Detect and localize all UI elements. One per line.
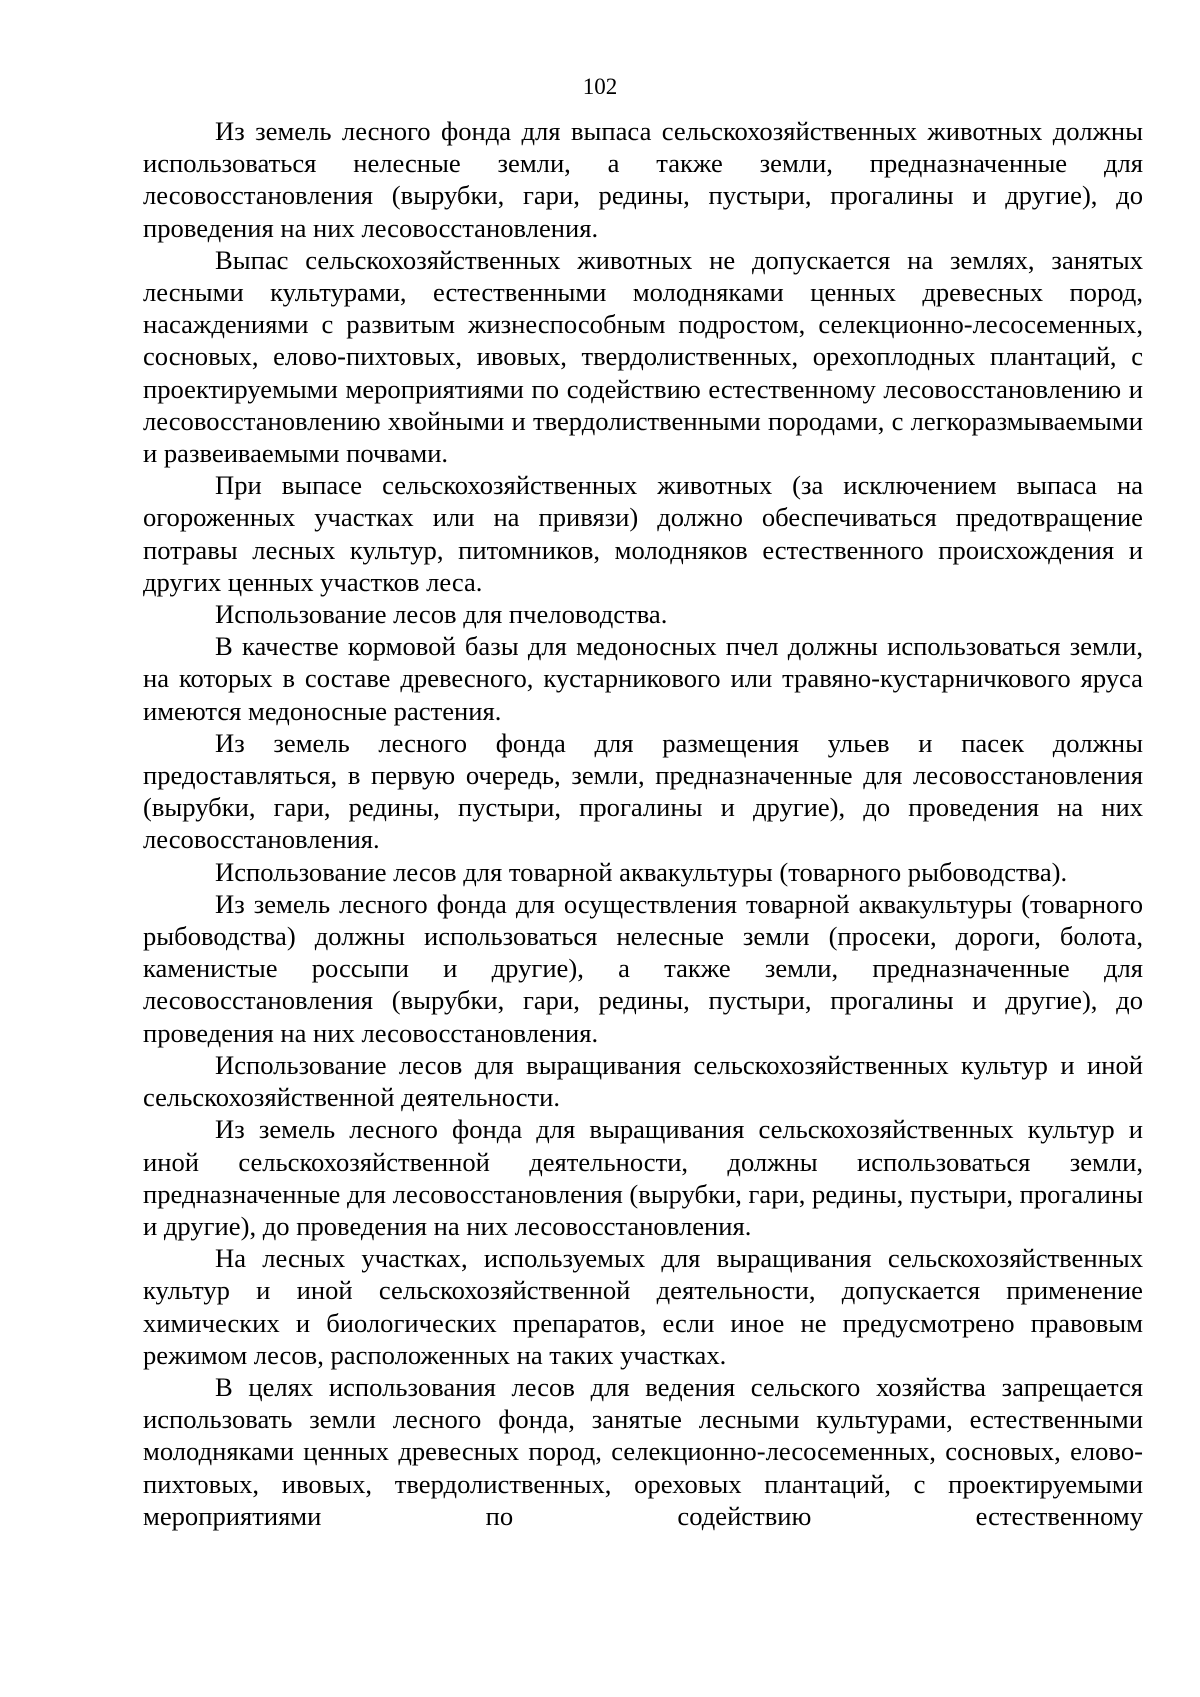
paragraph: На лесных участках, используемых для выращивания сельскохозяйственных культур и иной сельскохозяйственной деятельности, допускается применение химических и биологических препаратов, если иное не предусмотрено правовым режимом лесов, расположенных на таких участках.: [143, 1243, 1143, 1370]
paragraph: Из земель лесного фонда для выращивания сельскохозяйственных культур и иной сельскохозяйственной деятельности, должны использоваться земли, предназначенные для лесовосстановления (вырубки, гари, редины, пустыри, прогалины и другие), до проведения на них лесовосстановления.: [143, 1114, 1143, 1241]
paragraph: Из земель лесного фонда для размещения ульев и пасек должны предоставляться, в первую очередь, земли, предназначенные для лесовосстановления (вырубки, гари, редины, пустыри, прогалины и другие), до проведения на них лесовосстановления.: [143, 727, 1143, 855]
paragraph: Из земель лесного фонда для осуществления товарной аквакультуры (товарного рыбоводства) должны использоваться нелесные земли (просеки, дороги, болота, каменистые россыпи и другие), а также земли, предназначенные для лесовосстановления (вырубки, гари, редины, пустыри, прогалины и другие), до проведения на них лесовосстановления.: [143, 888, 1143, 1048]
page-number: 102: [582, 74, 618, 99]
section-heading: Использование лесов для товарной аквакультуры (товарного рыбоводства).: [215, 856, 1068, 887]
section-heading: Использование лесов для выращивания сельскохозяйственных культур и иной сельскохозяйственной деятельности.: [143, 1049, 1143, 1113]
paragraph: В качестве кормовой базы для медоносных пчел должны использоваться земли, на которых в составе древесного, кустарникового или травяно-кустарничкового яруса имеются медоносные растения.: [143, 631, 1143, 726]
paragraph: Выпас сельскохозяйственных животных не допускается на землях, занятых лесными культурами, естественными молодняками ценных древесных пород, насаждениями с развитым жизнеспособным подростом, селекционно-лесосеменных, сосновых, елово-пихтовых, ивовых, твердолиственных, орехоплодных плантаций, с проектируемыми мероприятиями по содействию естественному лесовосстановлению и лесовосстановлению хвойными и твердолиственными породами, с легкоразмываемыми и развеиваемыми почвами.: [143, 244, 1143, 469]
section-heading: Использование лесов для пчеловодства.: [215, 599, 668, 630]
body-text: [143, 115, 1143, 1532]
paragraph: Из земель лесного фонда для выпаса сельскохозяйственных животных должны использоваться нелесные земли, а также земли, предназначенные для лесовосстановления (вырубки, гари, редины, пустыри, прогалины и другие), до проведения на них лесовосстановления.: [143, 116, 1143, 243]
paragraph: В целях использования лесов для ведения сельского хозяйства запрещается использовать земли лесного фонда, занятые лесными культурами, естественными молодняками ценных древесных пород, селекционно-лесосеменных, сосновых, елово-пихтовых, ивовых, твердолиственных, ореховых плантаций, с проектируемыми мероприятиями по содействию естественному: [143, 1371, 1143, 1531]
paragraph: При выпасе сельскохозяйственных животных (за исключением выпаса на огороженных участках или на привязи) должно обеспечиваться предотвращение потравы лесных культур, питомников, молодняков естественного происхождения и других ценных участков леса.: [143, 470, 1143, 597]
